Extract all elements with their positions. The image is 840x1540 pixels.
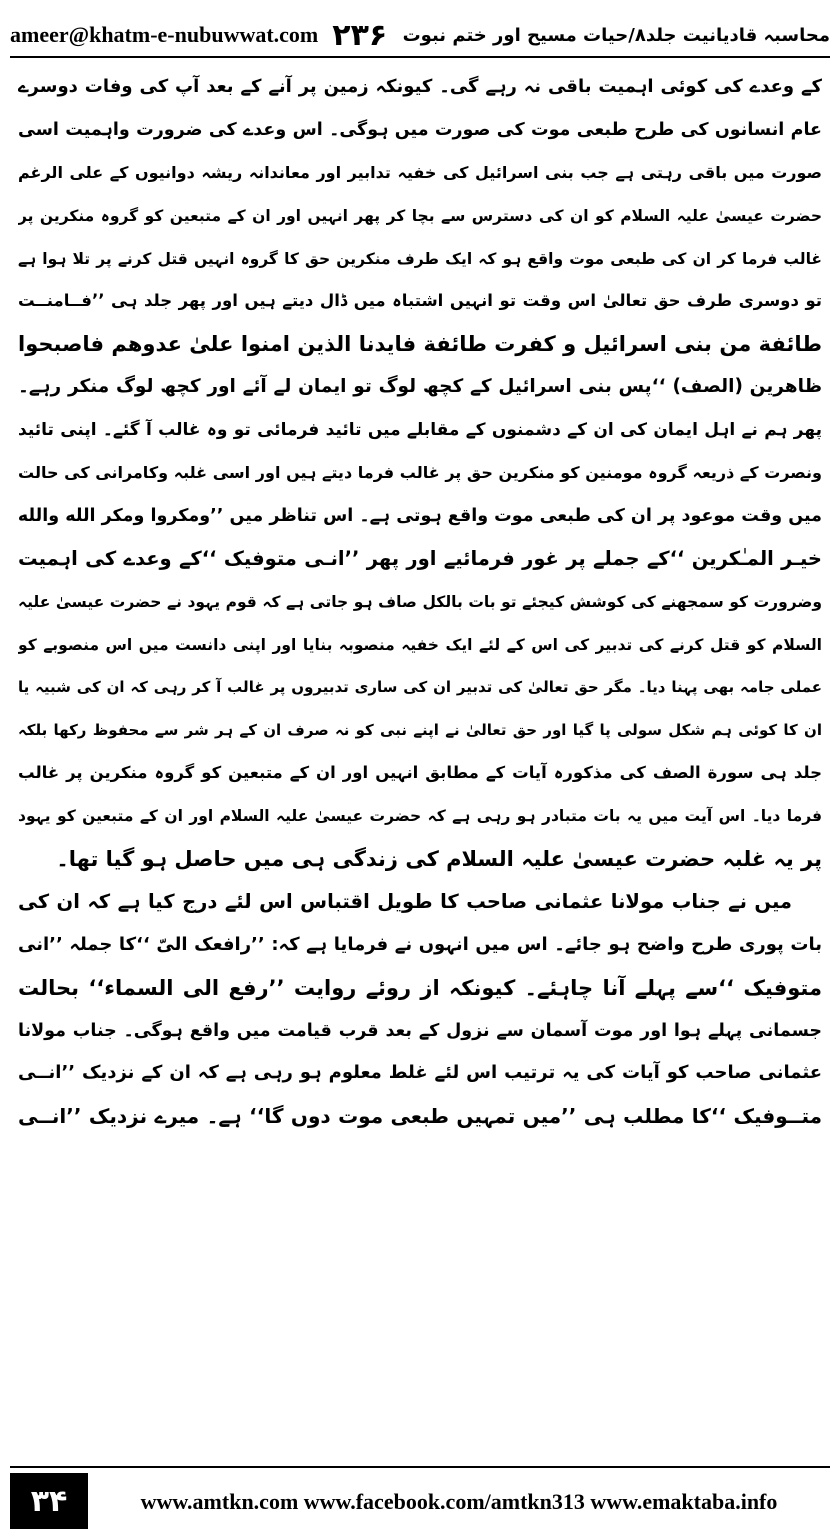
text-line: متــوفیک ‘‘کا مطلب ہی ’’میں تمہیں طبعی موت دوں گا‘‘ ہے۔ میرے نزدیک ’’انــی: [18, 1104, 822, 1129]
text-line: کے وعدے کی کوئی اہمیت باقی نہ رہے گی۔ کیونکہ زمین پر آنے کے بعد آپ کی وفات دوسرے: [18, 76, 822, 97]
text-line: طائفة من بنی اسرائیل و کفرت طائفة فایدنا الذین امنوا علیٰ عدوهم فاصبحوا: [18, 332, 822, 357]
text-line: عام انسانوں کی طرح طبعی موت کی صورت میں ہوگی۔ اس وعدے کی ضرورت واہمیت اسی: [18, 119, 822, 140]
header-page-number: ۲۳۶: [332, 17, 388, 53]
text-line: ظاهرین (الصف) ‘‘پس بنی اسرائیل کے کچھ لوگ تو ایمان لے آئے اور کچھ لوگ منکر رہے۔: [18, 376, 822, 398]
text-line: میں وقت موعود پر ان کی طبعی موت واقع ہوتی ہے۔ اس تناظر میں ’’ومکروا ومکر الله والله: [18, 505, 822, 526]
text-line: خیـر المـٰکرین ‘‘کے جملے پر غور فرمائیے اور پھر ’’انـی متوفیک ‘‘کے وعدے کی اہمیت: [18, 546, 822, 570]
text-line: غالب فرما کر ان کی طبعی موت واقع ہو کہ ایک طرف منکرین حق کا گروہ انہیں قتل کرنے پر تلا ہوا ہے: [18, 249, 822, 268]
page-header: [10, 14, 830, 58]
text-line: جلد ہی سورة الصف کی مذکورہ آیات کے مطابق انہیں اور ان کے متبعین کو گروہ منکرین پر غالب: [18, 763, 822, 783]
text-line: پھر ہم نے اہل ایمان کی ان کے دشمنوں کے مقابلے میں تائید فرمائی تو وہ غالب آ گئے۔ اپنی تائید: [18, 420, 822, 441]
footer-page-number: ۳۴: [10, 1473, 88, 1529]
text-line: بات پوری طرح واضح ہو جائے۔ اس میں انہوں نے فرمایا ہے کہ: ’’رافعک الیّ ‘‘کا جملہ ’’انی: [18, 933, 822, 955]
footer-links: www.amtkn.com www.facebook.com/amtkn313 www.emaktaba.info: [140, 1489, 778, 1514]
header-email: ameer@khatm-e-nubuwwat.com: [10, 22, 319, 47]
text-line: عثمانی صاحب کو آیات کی یہ ترتیب اس لئے غلط معلوم ہو رہی ہے کہ ان کے نزدیک ’’انــی: [18, 1062, 822, 1084]
text-line: متوفیک ‘‘سے پہلے آنا چاہئے۔ کیونکہ از روئے روایت ’’رفع الی السماء‘‘ بحالت: [18, 975, 822, 1000]
text-line: تو دوسری طرف حق تعالیٰ اس وقت تو انہیں اشتباہ میں ڈال دیتے ہیں اور پھر جلد ہی ’’فــامنــت: [18, 291, 822, 311]
header-book-title: محاسبہ قادیانیت جلد۸/حیات مسیح اور ختم نبوت: [402, 24, 830, 46]
text-line: حضرت عیسیٰ علیہ السلام کو ان کی دسترس سے بچا کر پھر انہیں اور ان کے متبعین کو گروہ منکرین پر: [18, 206, 822, 225]
text-line: عملی جامہ بھی پہنا دیا۔ مگر حق تعالیٰ کی تدبیر ان کی ساری تدبیروں پر غالب آ کر رہی کہ ان کی شبیہ یا: [18, 678, 822, 697]
text-line: ان کا کوئی ہم شکل سولی پا گیا اور حق تعالیٰ نے اپنے نبی کو نہ صرف ان کے ہر شر سے محفوظ رکھا بلکہ: [18, 721, 822, 740]
text-line: وضرورت کو سمجھنے کی کوشش کیجئے تو بات بالکل صاف ہو جاتی ہے کہ قوم یہود نے حضرت عیسیٰ علیہ: [18, 592, 822, 611]
text-line: میں نے جناب مولانا عثمانی صاحب کا طویل اقتباس اس لئے درج کیا ہے کہ ان کی: [18, 889, 792, 913]
body-text: [18, 66, 822, 1451]
page-footer: [10, 1466, 830, 1530]
text-line: ونصرت کے ذریعہ گروہ مومنین کو منکرین حق پر غالب فرما دیتے ہیں اور اسی غلبہ وکامرانی کی حالت: [18, 463, 822, 483]
text-line: السلام کو قتل کرنے کی تدبیر کی اس کے لئے ایک خفیہ منصوبہ بنایا اور اپنی دانست میں اس منصوبے کو: [18, 635, 822, 654]
text-line: جسمانی پہلے ہوا اور موت آسمان سے نزول کے بعد قرب قیامت میں واقع ہوگی۔ جناب مولانا: [18, 1020, 822, 1041]
text-line: فرما دیا۔ اس آیت میں یہ بات متبادر ہو رہی ہے کہ حضرت عیسیٰ علیہ السلام اور ان کے متبعین کو یہود: [18, 807, 822, 826]
text-line: صورت میں باقی رہتی ہے جب بنی اسرائیل کی خفیہ تدابیر اور معاندانہ ریشہ دوانیوں کے علی الرغم: [18, 162, 822, 182]
text-line: پر یہ غلبہ حضرت عیسیٰ علیہ السلام کی زندگی ہی میں حاصل ہو گیا تھا۔: [56, 847, 822, 872]
header-left: [10, 18, 387, 53]
